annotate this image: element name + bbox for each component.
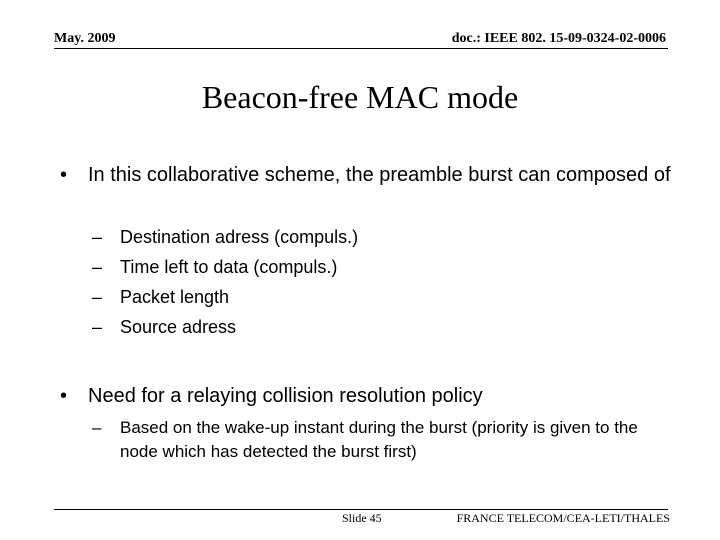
header-rule: [54, 48, 668, 49]
bullet-marker: •: [60, 164, 68, 186]
footer-organization: FRANCE TELECOM/CEA-LETI/THALES: [456, 511, 670, 525]
sub-bullet-marker: –: [92, 287, 103, 307]
bullet-item: [60, 383, 680, 409]
sub-bullet-item: [92, 252, 652, 282]
sub-bullet-item: [92, 282, 652, 312]
sub-bullet-marker: –: [92, 257, 103, 277]
sub-bullet-marker: –: [92, 227, 103, 247]
sub-bullet-item: [92, 416, 652, 464]
sub-bullet-text: Packet length: [120, 287, 230, 307]
sub-bullet-text: Source adress: [120, 317, 237, 337]
bullet-marker: •: [60, 385, 68, 407]
sub-bullet-item: [92, 312, 652, 342]
header-date: May. 2009: [54, 31, 116, 46]
header-doc-id: doc.: IEEE 802. 15-09-0324-02-0006: [451, 31, 666, 46]
slide-title: Beacon-free MAC mode: [201, 79, 519, 115]
sub-bullet-text: Time left to data (compuls.): [120, 257, 338, 277]
sub-bullet-item: [92, 222, 652, 252]
bullet-item: [60, 162, 680, 188]
sub-bullet-marker: –: [92, 418, 102, 437]
footer-rule: [54, 509, 668, 510]
sub-bullet-text: Destination adress (compuls.): [120, 227, 359, 247]
bullet-text: Need for a relaying collision resolution policy: [88, 385, 483, 407]
sub-bullet-marker: –: [92, 317, 103, 337]
bullet-text: In this collaborative scheme, the preamble burst can composed of: [88, 164, 671, 186]
sub-bullet-text: Based on the wake-up instant during the burst (priority is given to the node which has detected the burst first): [120, 418, 638, 461]
slide-number: Slide 45: [342, 511, 382, 525]
